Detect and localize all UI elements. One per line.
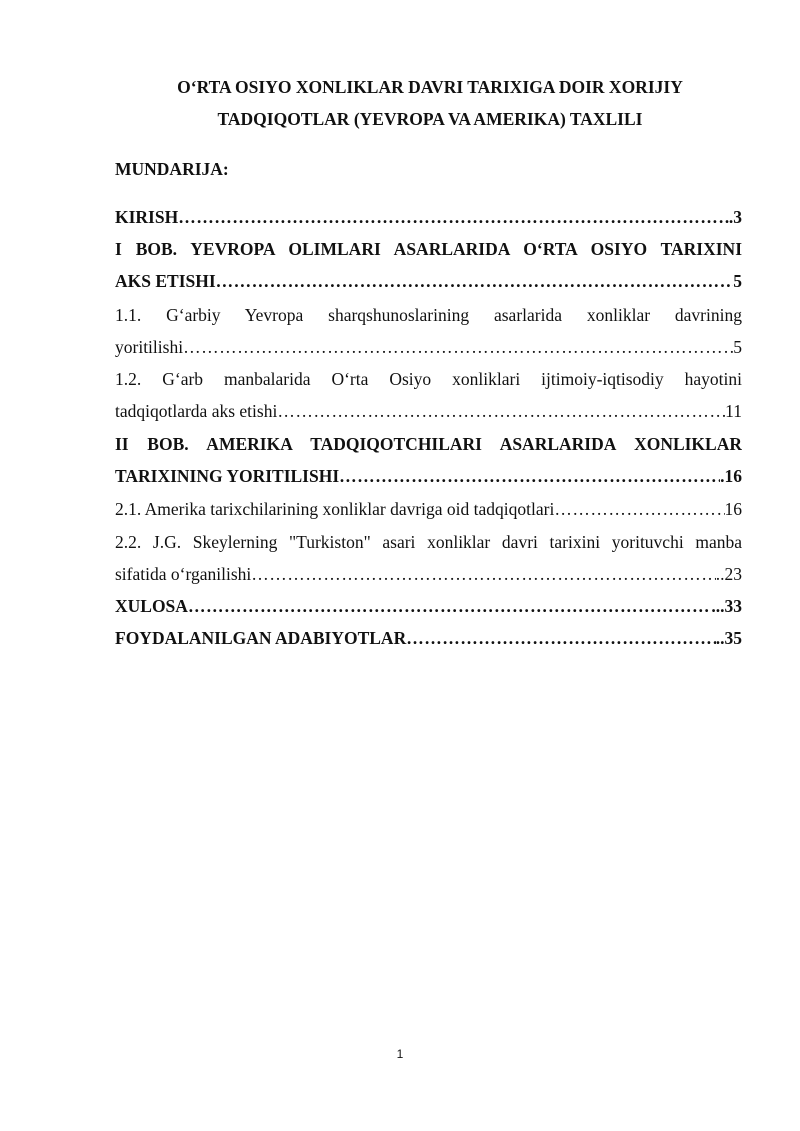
toc-entry-label: KIRISH [115, 207, 179, 227]
toc-entry-chapter-2-line-1: II BOB. AMERIKA TADQIQOTCHILARI ASARLARIDA XONLIKLAR [115, 434, 742, 454]
toc-leader-dots [183, 332, 733, 363]
toc-page-number: 5 [733, 271, 742, 291]
toc-page-number: 5 [733, 337, 742, 357]
toc-entry-label: yoritilishi [115, 337, 184, 357]
toc-entry-section-1-1-line-1: 1.1. G‘arbiy Yevropa sharqshunoslarining asarlarida xonliklar davrining [115, 305, 742, 325]
toc-entry-label: AKS ETISHI [115, 271, 216, 291]
toc-page-number: .3 [728, 207, 742, 227]
toc-leader-dots [277, 396, 725, 427]
toc-page-number: 11 [725, 401, 742, 421]
toc-entry-conclusion [115, 591, 742, 622]
toc-leader-dots [406, 623, 716, 654]
toc-page-number: ...33 [711, 596, 742, 616]
document-title-line-2: TADQIQOTLAR (YEVROPA VA AMERIKA) TAXLILI [217, 109, 643, 129]
page-number: 1 [396, 1047, 404, 1061]
toc-entry-section-2-2 [115, 559, 742, 590]
toc-leader-dots [339, 461, 720, 492]
toc-leader-dots [188, 591, 711, 622]
toc-leader-dots [216, 266, 734, 297]
toc-entry-section-1-1 [115, 332, 742, 363]
toc-leader-dots [178, 202, 729, 233]
toc-entry-label: XULOSA [115, 596, 188, 616]
toc-entry-label: tadqiqotlarda aks etishi [115, 401, 278, 421]
toc-page-number: .16 [720, 466, 742, 486]
toc-entry-label: FOYDALANILGAN ADABIYOTLAR [115, 628, 407, 648]
toc-page-number: ..23 [715, 564, 742, 584]
document-title-line-1: O‘RTA OSIYO XONLIKLAR DAVRI TARIXIGA DOIR XORIJIY [177, 77, 683, 97]
toc-entry-label: sifatida o‘rganilishi [115, 564, 252, 584]
toc-entry-chapter-1-line-1: I BOB. YEVROPA OLIMLARI ASARLARIDA O‘RTA OSIYO TARIXINI [115, 239, 742, 259]
toc-entry-intro [115, 202, 742, 233]
toc-entry-label: TARIXINING YORITILISHI [115, 466, 340, 486]
toc-leader-dots [251, 559, 716, 590]
toc-page-number: 16 [724, 499, 742, 519]
toc-entry-references [115, 623, 742, 654]
toc-entry-label: 2.1. Amerika tarixchilarining xonliklar davriga oid tadqiqotlari [115, 499, 555, 519]
toc-page-number: ..35 [715, 628, 742, 648]
toc-entry-section-2-1 [115, 494, 742, 525]
toc-entry-section-2-2-line-1: 2.2. J.G. Skeylerning "Turkiston" asari xonliklar davri tarixini yorituvchi manba [115, 532, 742, 552]
toc-entry-chapter-2 [115, 461, 742, 492]
toc-entry-section-1-2 [115, 396, 742, 427]
toc-entry-chapter-1 [115, 266, 742, 297]
toc-entry-section-1-2-line-1: 1.2. G‘arb manbalarida O‘rta Osiyo xonliklari ijtimoiy-iqtisodiy hayotini [115, 369, 742, 389]
toc-heading: MUNDARIJA: [115, 159, 229, 179]
toc-leader-dots [554, 494, 724, 525]
